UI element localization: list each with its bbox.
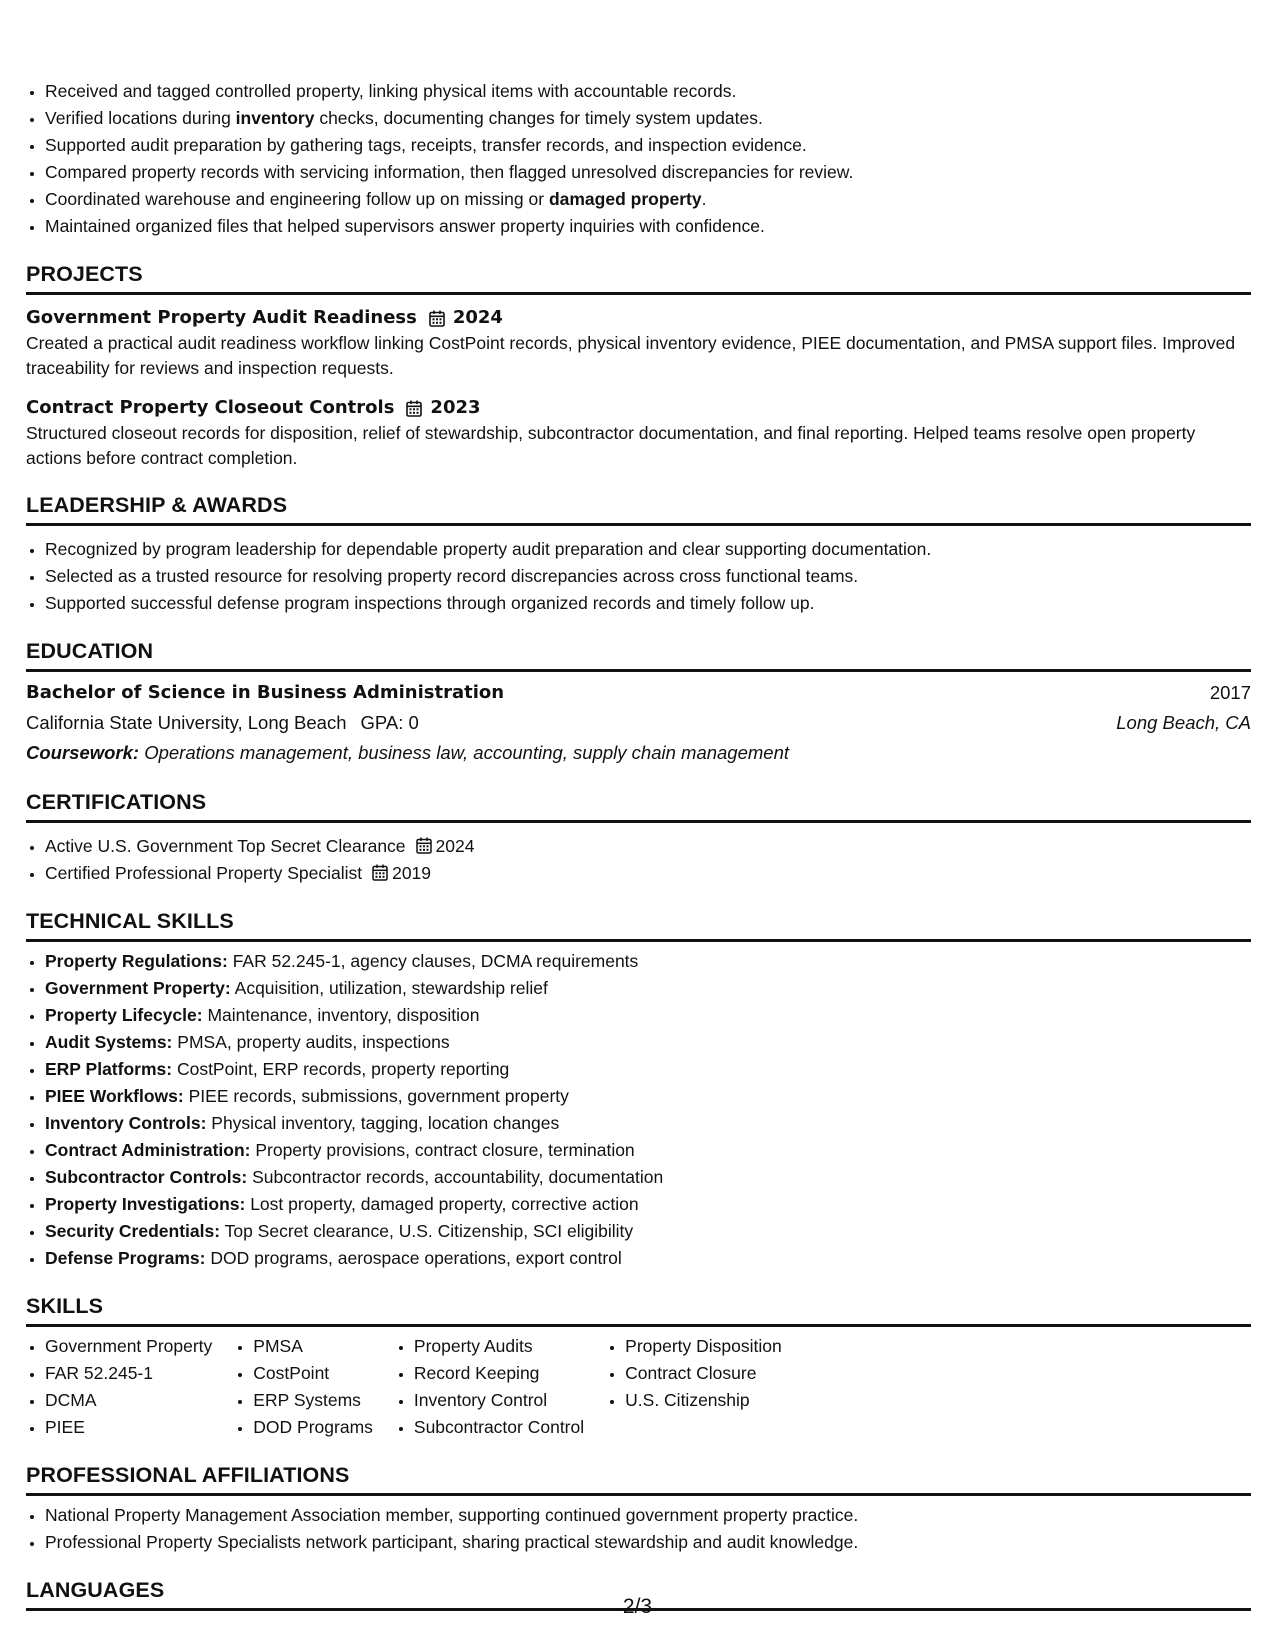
skill-label: Subcontractor Controls: (45, 1167, 248, 1187)
certification-name: Active U.S. Government Top Secret Clearance (45, 836, 406, 856)
skill-value: Acquisition, utilization, stewardship relief (234, 978, 548, 998)
calendar-icon (429, 310, 445, 327)
skill-label: Contract Administration: (45, 1140, 251, 1160)
skill-label: Property Lifecycle: (45, 1005, 203, 1025)
education-section (26, 638, 1251, 768)
education-row (26, 678, 1251, 708)
keyword: damaged property (548, 189, 702, 209)
section-title: CERTIFICATIONS (26, 789, 1251, 823)
projects-section (26, 261, 1251, 471)
section-title: TECHNICAL SKILLS (26, 908, 1251, 942)
list-item (45, 860, 1251, 887)
certifications-section (26, 789, 1251, 887)
list-item (45, 1083, 1251, 1110)
skills-column (395, 1333, 584, 1441)
list-item: • Property Audits (414, 1333, 584, 1360)
skill-value: Top Secret clearance, U.S. Citizenship, SCI eligibility (224, 1221, 634, 1241)
list-item: • Selected as a trusted resource for resolving property record discrepancies across cross functional teams. (45, 563, 1251, 590)
skills-column (26, 1333, 212, 1441)
page-number: 2/3 (622, 1595, 653, 1618)
coursework-label: Coursework: (26, 742, 140, 763)
list-item: • Compared property records with servicing information, then flagged unresolved discrepancies for review. (45, 159, 1251, 186)
project-description: Created a practical audit readiness workflow linking CostPoint records, physical inventory evidence, PIEE documentation, and PMSA support files. Improved traceability for reviews and inspection requests. (26, 333, 1236, 378)
skills-grid (26, 1333, 1251, 1441)
project-name: Government Property Audit Readiness (26, 307, 417, 328)
list-item (45, 948, 1251, 975)
certifications-list (26, 833, 1251, 887)
list-item (45, 1056, 1251, 1083)
section-title: PROFESSIONAL AFFILIATIONS (26, 1462, 1251, 1496)
calendar-icon (372, 864, 388, 881)
skill-value: PMSA, property audits, inspections (177, 1032, 450, 1052)
calendar-icon (406, 400, 422, 417)
degree: Bachelor of Science in Business Administration (26, 682, 505, 703)
gpa: GPA: 0 (360, 712, 419, 733)
certification-year: 2019 (392, 863, 432, 883)
list-item: • Coordinated warehouse and engineering follow up on missing or damaged property. (45, 186, 1251, 213)
school: California State University, Long Beach (26, 712, 347, 733)
list-item: • Supported audit preparation by gathering tags, receipts, transfer records, and inspection evidence. (45, 132, 1251, 159)
list-item (45, 1110, 1251, 1137)
skills-column (234, 1333, 373, 1441)
skill-label: ERP Platforms: (45, 1059, 173, 1079)
skill-value: Lost property, damaged property, corrective action (250, 1194, 639, 1214)
skill-label: Property Regulations: (45, 951, 228, 971)
resume-page (26, 78, 1251, 1621)
skill-value: CostPoint, ERP records, property reporting (176, 1059, 510, 1079)
list-item: • FAR 52.245-1 (45, 1360, 212, 1387)
coursework-text: Operations management, business law, accounting, supply chain management (144, 742, 790, 763)
section-title: LEADERSHIP & AWARDS (26, 492, 1251, 526)
list-item (45, 1137, 1251, 1164)
list-item: • Contract Closure (625, 1360, 782, 1387)
list-item: • Property Disposition (625, 1333, 782, 1360)
skill-value: Property provisions, contract closure, termination (255, 1140, 635, 1160)
technical-skills-list (26, 948, 1251, 1272)
list-item (45, 1218, 1251, 1245)
skills-column (606, 1333, 782, 1441)
project-year: 2024 (452, 307, 503, 328)
list-item: • Government Property (45, 1333, 212, 1360)
list-item: • DOD Programs (253, 1414, 373, 1441)
list-item (45, 1029, 1251, 1056)
calendar-icon (416, 837, 432, 854)
list-item: • Recognized by program leadership for dependable property audit preparation and clear supporting documentation. (45, 536, 1251, 563)
project-name: Contract Property Closeout Controls (26, 397, 395, 418)
list-item: • CostPoint (253, 1360, 373, 1387)
skill-value: Subcontractor records, accountability, documentation (252, 1167, 664, 1187)
section-title: LANGUAGES (26, 1577, 1251, 1611)
skill-value: FAR 52.245-1, agency clauses, DCMA requirements (232, 951, 639, 971)
skill-label: Inventory Controls: (45, 1113, 207, 1133)
list-item: • PIEE (45, 1414, 212, 1441)
leadership-list (26, 536, 1251, 617)
skills-section (26, 1293, 1251, 1441)
skill-value: Physical inventory, tagging, location changes (211, 1113, 560, 1133)
list-item (45, 1245, 1251, 1272)
skill-label: Government Property: (45, 978, 231, 998)
list-item (45, 1191, 1251, 1218)
list-item (45, 1164, 1251, 1191)
list-item: • National Property Management Association member, supporting continued government property practice. (45, 1502, 1251, 1529)
section-title: EDUCATION (26, 638, 1251, 672)
skill-value: PIEE records, submissions, government property (188, 1086, 569, 1106)
experience-bullets (26, 78, 1251, 240)
certification-year: 2024 (435, 836, 475, 856)
education-row (26, 708, 1251, 738)
list-item: • Supported successful defense program inspections through organized records and timely follow up. (45, 590, 1251, 617)
list-item: • Received and tagged controlled property, linking physical items with accountable records. (45, 78, 1251, 105)
affiliations-list (26, 1502, 1251, 1556)
certification-name: Certified Professional Property Specialist (45, 863, 363, 883)
skill-label: Property Investigations: (45, 1194, 246, 1214)
skill-label: Defense Programs: (45, 1248, 206, 1268)
list-item: • ERP Systems (253, 1387, 373, 1414)
keyword: inventory (235, 108, 315, 128)
project-heading (26, 305, 1251, 331)
list-item: • Maintained organized files that helped supervisors answer property inquiries with confidence. (45, 213, 1251, 240)
skill-label: Audit Systems: (45, 1032, 173, 1052)
list-item (45, 975, 1251, 1002)
list-item (45, 1002, 1251, 1029)
leadership-section (26, 492, 1251, 617)
list-item: • U.S. Citizenship (625, 1387, 782, 1414)
list-item: • Professional Property Specialists network participant, sharing practical stewardship and audit knowledge. (45, 1529, 1251, 1556)
project-description: Structured closeout records for disposition, relief of stewardship, subcontractor documentation, and final reporting. Helped teams resolve open property actions before contract completion. (26, 423, 1196, 468)
section-title: SKILLS (26, 1293, 1251, 1327)
skill-label: Security Credentials: (45, 1221, 221, 1241)
project-heading (26, 395, 1251, 421)
school-location: Long Beach, CA (1116, 712, 1251, 733)
list-item: • Verified locations during inventory checks, documenting changes for timely system updates. (45, 105, 1251, 132)
technical-skills-section (26, 908, 1251, 1272)
list-item: • PMSA (253, 1333, 373, 1360)
list-item: • Record Keeping (414, 1360, 584, 1387)
project-year: 2023 (430, 397, 481, 418)
skill-value: DOD programs, aerospace operations, export control (210, 1248, 622, 1268)
coursework (26, 738, 1251, 768)
section-title: PROJECTS (26, 261, 1251, 295)
list-item: • Inventory Control (414, 1387, 584, 1414)
skill-value: Maintenance, inventory, disposition (207, 1005, 480, 1025)
affiliations-section (26, 1462, 1251, 1556)
graduation-year: 2017 (1209, 682, 1251, 703)
list-item: • Subcontractor Control (414, 1414, 584, 1441)
list-item (45, 833, 1251, 860)
list-item: • DCMA (45, 1387, 212, 1414)
skill-label: PIEE Workflows: (45, 1086, 184, 1106)
